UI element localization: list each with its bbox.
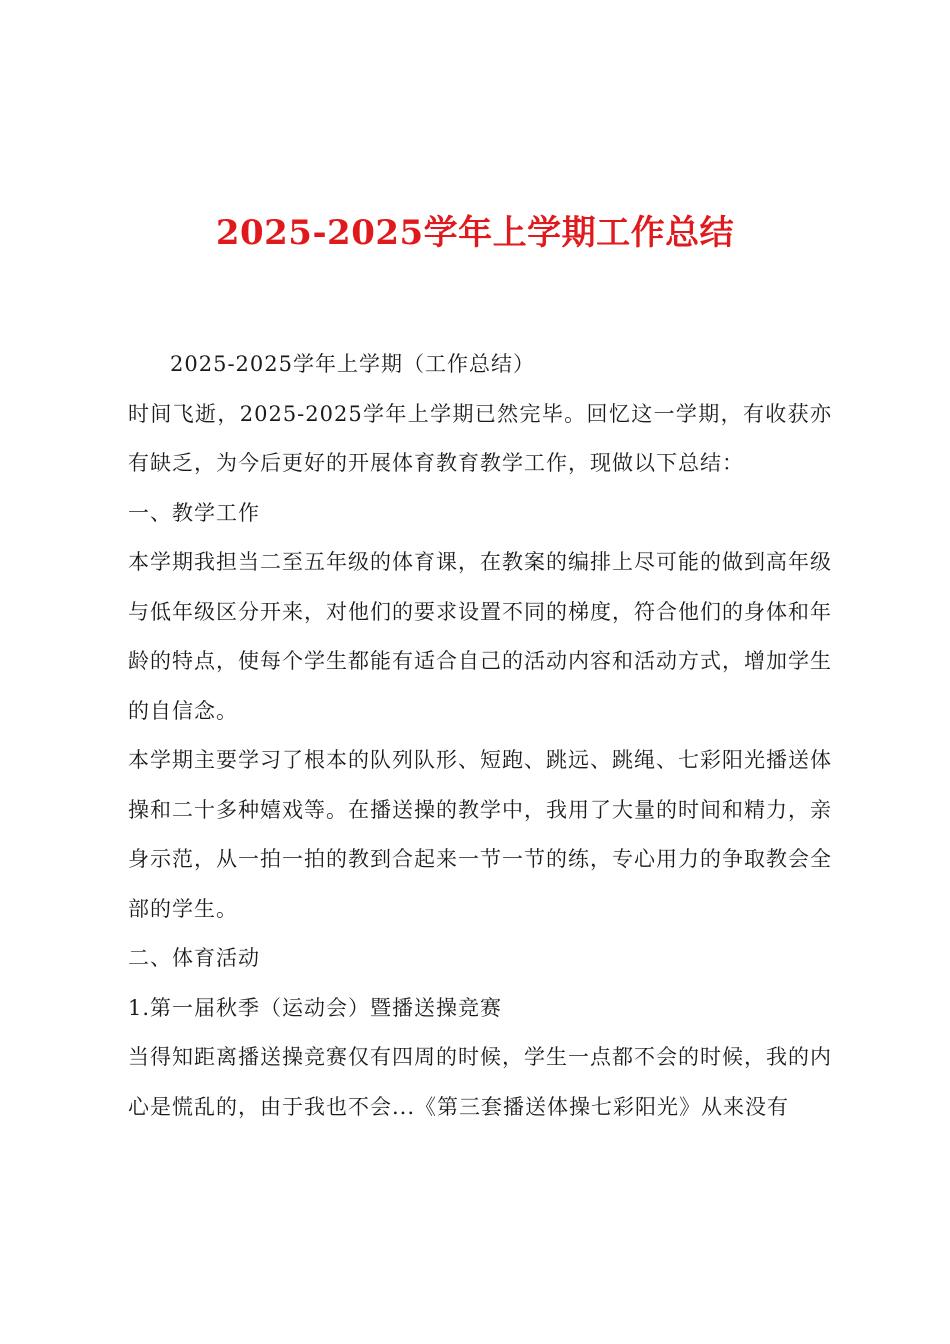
teaching-paragraph-1: 本学期我担当二至五年级的体育课，在教案的编排上尽可能的做到高年级与低年级区分开来，对他们的要求设置不同的梯度，符合他们的身体和年龄的特点，使每个学生都能有适合自己的活动内容和活动方式，增加学生的自信念。 (128, 550, 832, 723)
subsection-heading-sports-meet: 1.第一届秋季（运动会）暨播送操竞赛 (128, 995, 503, 1020)
document-title: 2025-2025学年上学期工作总结 (215, 213, 735, 253)
sports-meet-paragraph: 当得知距离播送操竞赛仅有四周的时候，学生一点都不会的时候，我的内心是慌乱的，由于我也不会...《第三套播送体操七彩阳光》从来没有 (128, 1045, 832, 1119)
intro-paragraph: 时间飞逝，2025-2025学年上学期已然完毕。回忆这一学期，有收获亦有缺乏，为今后更好的开展体育教育教学工作，现做以下总结： (128, 401, 832, 475)
teaching-paragraph-2: 本学期主要学习了根本的队列队形、短跑、跳远、跳绳、七彩阳光播送体操和二十多种嬉戏等。在播送操的教学中，我用了大量的时间和精力，亲身示范，从一拍一拍的教到合起来一节一节的练，专心用力的争取教会全部的学生。 (128, 748, 832, 921)
section-heading-activities: 二、体育活动 (128, 946, 260, 970)
section-heading-teaching: 一、教学工作 (128, 500, 260, 525)
subtitle-paragraph: 2025-2025学年上学期（工作总结） (170, 352, 535, 376)
document-body (128, 340, 832, 1132)
